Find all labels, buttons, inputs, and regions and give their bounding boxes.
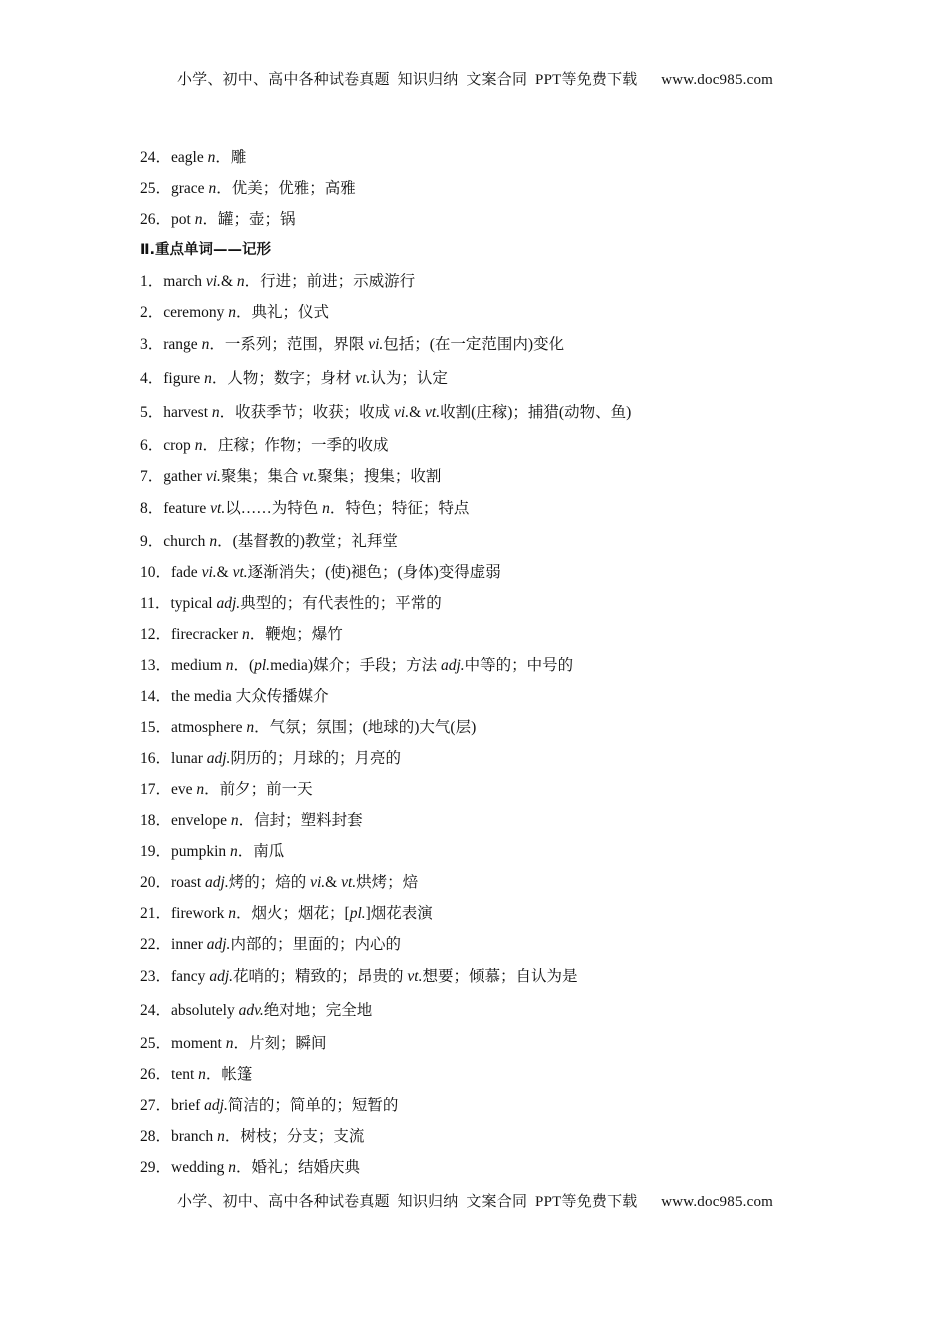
entry-number: 29． bbox=[140, 1159, 172, 1176]
entry-text: tent n．帐篷 bbox=[171, 1066, 253, 1083]
entry-number: 3． bbox=[140, 336, 164, 353]
entry-text: inner adj.内部的；里面的；内心的 bbox=[171, 936, 401, 953]
entry-4 bbox=[140, 362, 840, 396]
entry-number: 14． bbox=[140, 688, 172, 705]
entry-text: range n．一系列；范围，界限 vi.包括；(在一定范围内)变化 bbox=[163, 336, 565, 353]
entry-25 bbox=[140, 173, 840, 204]
entry-14 bbox=[140, 681, 840, 712]
entry-number: 25． bbox=[140, 180, 172, 197]
entry-number: 19． bbox=[140, 843, 172, 860]
entry-26 bbox=[140, 1059, 840, 1090]
entry-number: 4． bbox=[140, 370, 164, 387]
entry-word: pot bbox=[171, 211, 195, 228]
entry-6 bbox=[140, 430, 840, 461]
entry-text: absolutely adv.绝对地；完全地 bbox=[171, 1002, 373, 1019]
entry-number: 11． bbox=[140, 595, 171, 612]
entry-12 bbox=[140, 619, 840, 650]
entry-pos: n bbox=[207, 149, 216, 166]
entry-19 bbox=[140, 836, 840, 867]
entry-number: 28． bbox=[140, 1128, 172, 1145]
entry-number: 13． bbox=[140, 657, 172, 674]
entry-text: harvest n．收获季节；收获；收成 vi.& vt.收割(庄稼)；捕猎(动物、鱼) bbox=[163, 404, 632, 421]
entry-text: ceremony n．典礼；仪式 bbox=[163, 304, 330, 321]
entry-1 bbox=[140, 266, 840, 297]
entry-23 bbox=[140, 960, 840, 994]
entry-27 bbox=[140, 1090, 840, 1121]
footer-site: www.doc985.com bbox=[661, 1194, 774, 1210]
entry-15 bbox=[140, 712, 840, 743]
entry-text: fancy adj.花哨的；精致的；昂贵的 vt.想要；倾慕；自认为是 bbox=[171, 968, 578, 985]
entry-number: 17． bbox=[140, 781, 172, 798]
entry-text: branch n．树枝；分支；支流 bbox=[171, 1128, 365, 1145]
entry-text: lunar adj.阴历的；月球的；月亮的 bbox=[171, 750, 401, 767]
entry-24 bbox=[140, 142, 840, 173]
section-title: Ⅱ.重点单词——记形 bbox=[140, 242, 272, 258]
entry-text: moment n．片刻；瞬间 bbox=[171, 1035, 327, 1052]
entry-text: roast adj.烤的；焙的 vi.& vt.烘烤；焙 bbox=[171, 874, 419, 891]
entry-number: 18． bbox=[140, 812, 172, 829]
entry-21 bbox=[140, 898, 840, 929]
page-footer bbox=[0, 1190, 950, 1211]
entry-text: gather vi.聚集；集合 vt.聚集；搜集；收割 bbox=[163, 468, 442, 485]
entry-8 bbox=[140, 492, 840, 526]
entry-text: atmosphere n．气氛；氛围；(地球的)大气(层) bbox=[171, 719, 477, 736]
entry-10 bbox=[140, 557, 840, 588]
entry-text: crop n．庄稼；作物；一季的收成 bbox=[163, 437, 389, 454]
entry-7 bbox=[140, 461, 840, 492]
entry-text: pumpkin n．南瓜 bbox=[171, 843, 285, 860]
entry-number: 25． bbox=[140, 1035, 172, 1052]
entry-number: 16． bbox=[140, 750, 172, 767]
header-text: 小学、初中、高中各种试卷真题 知识归纳 文案合同 PPT等免费下载 bbox=[176, 72, 638, 88]
entry-text: figure n．人物；数字；身材 vt.认为；认定 bbox=[163, 370, 448, 387]
entry-18 bbox=[140, 805, 840, 836]
entry-number: 27． bbox=[140, 1097, 172, 1114]
entry-number: 5． bbox=[140, 404, 164, 421]
entry-5 bbox=[140, 396, 840, 430]
entry-number: 1． bbox=[140, 273, 164, 290]
entry-number: 15． bbox=[140, 719, 172, 736]
entry-29 bbox=[140, 1152, 840, 1183]
entry-text: typical adj.典型的；有代表性的；平常的 bbox=[170, 595, 442, 612]
entry-text: brief adj.简洁的；简单的；短暂的 bbox=[171, 1097, 399, 1114]
entry-text: fade vi.& vt.逐渐消失；(使)褪色；(身体)变得虚弱 bbox=[171, 564, 501, 581]
entry-word: grace bbox=[171, 180, 209, 197]
entry-22 bbox=[140, 929, 840, 960]
entry-pos: n bbox=[208, 180, 217, 197]
entry-pos: n bbox=[194, 211, 203, 228]
entry-number: 6． bbox=[140, 437, 164, 454]
entry-number: 21． bbox=[140, 905, 172, 922]
entry-text: wedding n．婚礼；结婚庆典 bbox=[171, 1159, 361, 1176]
entry-number: 8． bbox=[140, 500, 164, 517]
entry-number: 24． bbox=[140, 1002, 172, 1019]
entry-17 bbox=[140, 774, 840, 805]
entry-28 bbox=[140, 1121, 840, 1152]
entry-13 bbox=[140, 650, 840, 681]
entry-definition: ．雕 bbox=[215, 149, 247, 166]
entry-number: 22． bbox=[140, 936, 172, 953]
entry-word: eagle bbox=[171, 149, 208, 166]
entry-text: the media 大众传播媒介 bbox=[171, 688, 329, 705]
footer-text: 小学、初中、高中各种试卷真题 知识归纳 文案合同 PPT等免费下载 bbox=[176, 1194, 638, 1210]
entry-number: 24． bbox=[140, 149, 172, 166]
entry-24 bbox=[140, 994, 840, 1028]
entry-text: eve n．前夕；前一天 bbox=[171, 781, 313, 798]
entry-number: 7． bbox=[140, 468, 164, 485]
entry-number: 26． bbox=[140, 211, 172, 228]
page-header bbox=[0, 68, 950, 89]
entry-number: 9． bbox=[140, 533, 164, 550]
entry-11 bbox=[140, 588, 840, 619]
entry-definition: ．优美；优雅；高雅 bbox=[216, 180, 356, 197]
header-site: www.doc985.com bbox=[661, 72, 774, 88]
entry-number: 2． bbox=[140, 304, 164, 321]
entry-26 bbox=[140, 204, 840, 235]
entry-number: 10． bbox=[140, 564, 172, 581]
entry-text: feature vt.以……为特色 n．特色；特征；特点 bbox=[163, 500, 470, 517]
vocabulary-list bbox=[140, 142, 840, 1183]
entry-text: envelope n．信封；塑料封套 bbox=[171, 812, 363, 829]
entry-number: 23． bbox=[140, 968, 172, 985]
entry-25 bbox=[140, 1028, 840, 1059]
entry-text: medium n．(pl.media)媒介；手段；方法 adj.中等的；中号的 bbox=[171, 657, 574, 674]
entry-text: church n．(基督教的)教堂；礼拜堂 bbox=[163, 533, 398, 550]
entry-text: firework n．烟火；烟花；[pl.]烟花表演 bbox=[171, 905, 433, 922]
entry-number: 12． bbox=[140, 626, 172, 643]
entry-number: 26． bbox=[140, 1066, 172, 1083]
entry-3 bbox=[140, 328, 840, 362]
entry-16 bbox=[140, 743, 840, 774]
entry-20 bbox=[140, 867, 840, 898]
entry-text: march vi.& n．行进；前进；示威游行 bbox=[163, 273, 416, 290]
entry-2 bbox=[140, 297, 840, 328]
entry-9 bbox=[140, 526, 840, 557]
entry-definition: ．罐；壶；锅 bbox=[202, 211, 296, 228]
entry-number: 20． bbox=[140, 874, 172, 891]
entry-text: firecracker n．鞭炮；爆竹 bbox=[171, 626, 343, 643]
